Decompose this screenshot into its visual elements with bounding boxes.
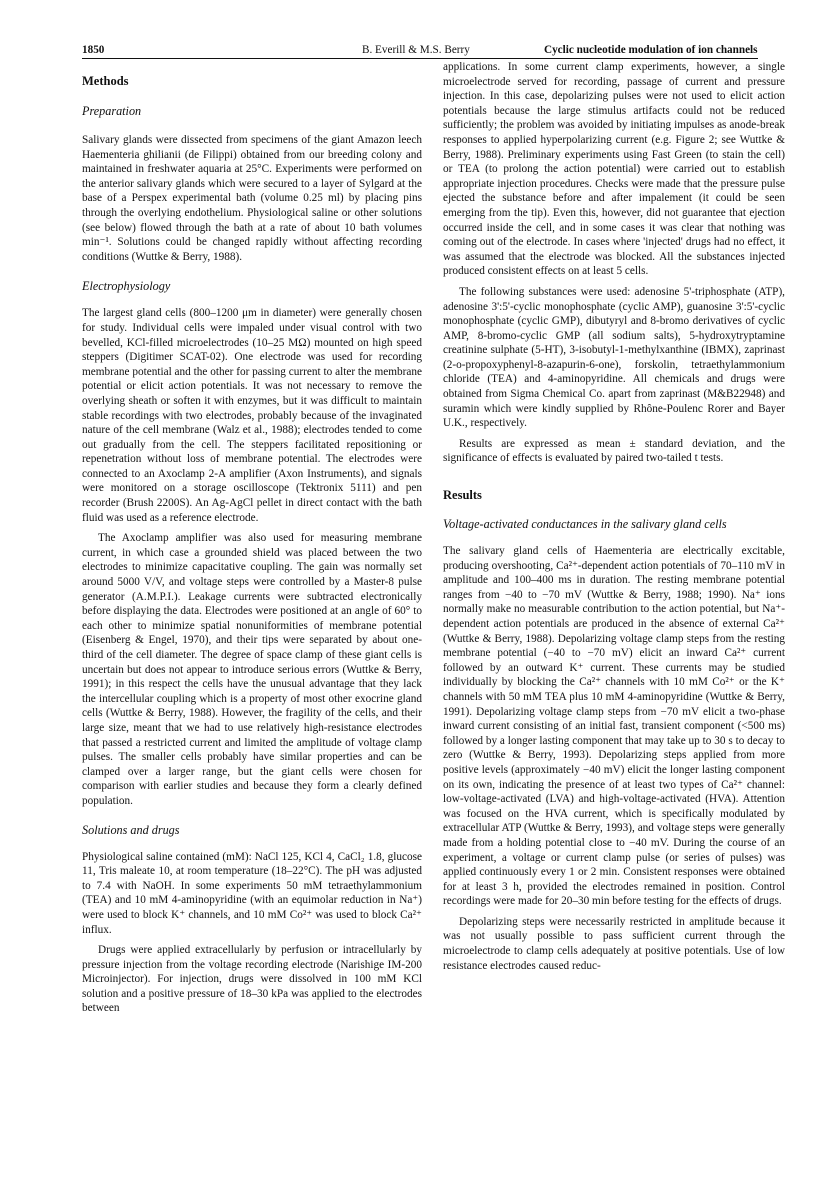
- running-header: [82, 40, 758, 58]
- preparation-subheading: Preparation: [82, 104, 142, 118]
- statistics-paragraph: Results are expressed as mean ± standard deviation, and the significance of effects is evaluated by paired two-tailed t tests.: [443, 437, 785, 465]
- electrophysiology-paragraph-2: The Axoclamp amplifier was also used for measuring membrane current, in which case a grounded shield was placed between the two electrodes to minimize capacitative coupling. The gain was normally set around 5000 V/V, and voltage steps were controlled by a Master-8 pulse generator (A.M.P.I.). Leakage currents were subtracted electronically before displaying the data. Electrodes were positioned at an angle of 60° to each other to minimize spatial nonuniformities of membrane potential (Eisenberg & Engel, 1970), and their tips were separated by about one-third of the cell diameter. The degree of space clamp of these giant cells is uncertain but does not appear to introduce serious errors (Wuttke & Berry, 1991); in this respect the cells have the unusual advantage that they lack the intercellular coupling which is a property of most other exocrine gland cells (Wuttke & Berry, 1988). However, the fragility of the cells, and their large size, meant that we had to use relatively high-resistance electrodes that passed a restricted current and limited the amplitude of voltage clamp pulses. The smaller cells probably have similar properties and can be clamped over a larger range, but the giant cells were chosen for comparison with earlier studies and because they form a clearly defined population.: [82, 532, 422, 807]
- injection-paragraph: applications. In some current clamp experiments, however, a single microelectrode served for recording, passage of current and pressure injection. In this case, depolarizing pulses were not used to elicit action potentials because the large stimulus artifacts could not be reduced sufficiently; the problem was avoided by initiating impulses as anode-break responses to applied hyperpolarizing current (e.g. Figure 2; see Wuttke & Berry, 1988). Preliminary experiments using Fast Green (to stain the cell) or TEA (to prolong the action potential) were carried out to establish appropriate injection procedures. Checks were made that the pressure pulse ejected the substance before and after impalement (it could be seen emerging from the tip). Even this, however, did not guarantee that ejection occurred inside the cell, and in some cases it was clear that nothing was coming out of the electrode. In cases where 'injected' drugs had no effect, it was assumed that the electrode was blocked. All the substances injected produced consistent effects on at least 5 cells.: [443, 61, 785, 278]
- solutions-paragraph-2: Drugs were applied extracellularly by perfusion or intracellularly by pressure injection from the voltage recording electrode (Narishige IM-200 Microinjector). For injection, drugs were dissolved in 100 mM KCl solution and a positive pressure of 18–30 kPa was applied to the electrodes between: [82, 944, 422, 1015]
- substances-paragraph: The following substances were used: adenosine 5'-triphosphate (ATP), adenosine 3':5'-cyclic monophosphate (cyclic AMP), guanosine 3':5'-cyclic monophosphate (cyclic GMP), dibutyryl and 8-bromo derivatives of cyclic AMP, 8-bromo-cyclic GMP (all sodium salts), 5-hydroxytryptamine creatinine sulphate (5-HT), 3-isobutyl-1-methylxanthine (IBMX), zaprinast (2-o-propoxyphenyl-8-azapurin-6-one), forskolin, tetraethylammonium chloride (TEA) and 4-aminopyridine. All chemicals and drugs were obtained from Sigma Chemical Co. apart from zaprinast (M&B22948) and suramin which were kindly supplied by Rhône-Poulenc Rorer and Bayer U.K., respectively.: [443, 285, 785, 430]
- results-paragraph-2: Depolarizing steps were necessarily restricted in amplitude because it was not usually possible to pass sufficient current through the microelectrode to clamp cells adequately at positive potentials. Use of low resistance electrodes caused reduc-: [443, 915, 785, 972]
- methods-heading: Methods: [82, 74, 129, 88]
- results-paragraph-1: The salivary gland cells of Haementeria are electrically excitable, producing overshooting, Ca²⁺-dependent action potentials of 70–110 mV in amplitude and 100–400 ms in duration. The resting membrane potential ranges from −40 to −70 mV (Wuttke & Berry, 1988; 1990). Na⁺ ions normally make no measurable contribution to the action potential, but Na⁺-dependent action potentials are produced in the absence of external Ca²⁺ (Wuttke & Berry, 1988). Depolarizing voltage clamp steps from the resting membrane potential (−40 to −70 mV) elicit an inward Ca²⁺ current followed by an outward K⁺ current. These currents may be studied individually by blocking the Ca²⁺ channels with 10 mM Co²⁺ or the K⁺ channels with 50 mM TEA plus 10 mM 4-aminopyridine (Wuttke & Berry, 1991). Depolarizing voltage clamp steps from −70 mV elicit a two-phase inward current consisting of an initial fast, transient component (<500 ms) followed by a longer lasting component that may take up to 30 s to decay to zero (Wuttke & Berry, 1993). Depolarizing steps applied from more positive levels (approximately −40 mV) elicit the longer lasting component on its own, indicating the presence of at least two types of Ca²⁺ channel: low-voltage-activated (LVA) and high-voltage-activated (HVA). Attention was focused on the HVA current, which is specifically modulated by extracellular ATP (Wuttke & Berry, 1993), and voltage steps were generally made from a holding potential close to −40 mV. During the course of an experiment, a voltage or current clamp pulse (or series of pulses) was applied continuously every 1 or 2 min. Consistent responses were obtained for at least 3 h, provided the electrodes remained in position. Control recordings were made for 20–30 min before testing for the effects of drugs.: [443, 545, 785, 908]
- solutions-paragraph-1: Physiological saline contained (mM): NaCl 125, KCl 4, CaCl₂ 1.8, glucose 11, Tris maleate 10, at room temperature (18–22°C). The pH was adjusted to 7.4 with NaOH. In some experiments 50 mM tetraethylammonium (TEA) and 10 mM 4-aminopyridine (with an equimolar reduction in Na⁺) were used to block K⁺ channels, and 10 mM Co²⁺ was used to block Ca²⁺ influx.: [82, 850, 422, 936]
- header-rule: [82, 58, 758, 59]
- voltage-activated-subheading: Voltage-activated conductances in the salivary gland cells: [443, 517, 727, 532]
- header-authors: B. Everill & M.S. Berry: [362, 44, 470, 56]
- preparation-paragraph: Salivary glands were dissected from specimens of the giant Amazon leech Haementeria ghilianii (de Filippi) obtained from our breeding colony and maintained in freshwater aquaria at 25°C. Experiments were performed on the anterior salivary glands which were secured to a layer of Sylgard at the base of a Perspex experimental bath (volume 0.25 ml) by placing pins through the overlying endothelium. Physiological saline or other solutions (see below) flowed through the bath at a rate of about 10 bath volumes min⁻¹. Solutions could be changed rapidly without affecting recording conditions (Wuttke & Berry, 1988).: [82, 134, 422, 263]
- running-title: Cyclic nucleotide modulation of ion channels: [544, 44, 758, 56]
- electrophysiology-subheading: Electrophysiology: [82, 279, 171, 294]
- right-column: [443, 61, 785, 973]
- left-column: [82, 69, 422, 1016]
- results-heading: Results: [443, 488, 482, 503]
- solutions-subheading: Solutions and drugs: [82, 822, 180, 837]
- electrophysiology-paragraph-1: The largest gland cells (800–1200 μm in diameter) were generally chosen for study. Individual cells were impaled under visual control with two bevelled, KCl-filled microelectrodes (10–25 MΩ) mounted on high speed steppers (Digitimer SCAT-02). One electrode was used for recording membrane potential and the other for passing current to alter the membrane potential or elicit action potentials. It was not necessary to remove the overlying sheath or soften it with enzymes, but it was difficult to maintain stable recordings with two electrodes, probably because of the invaginated nature of the cell membrane (Walz et al., 1988); electrodes tended to come out gradually from the cell. The steppers facilitated repositioning or repenetration without loss of membrane potential. The electrodes were connected to an Axoclamp 2-A amplifier (Axon Instruments), and signals were monitored on a storage oscilloscope (Tektronix 5111) and pen recorder (Brush 2200S). An Ag-AgCl pellet in direct contact with the bath fluid was used as a reference electrode.: [82, 307, 422, 524]
- page-number: 1850: [82, 44, 105, 56]
